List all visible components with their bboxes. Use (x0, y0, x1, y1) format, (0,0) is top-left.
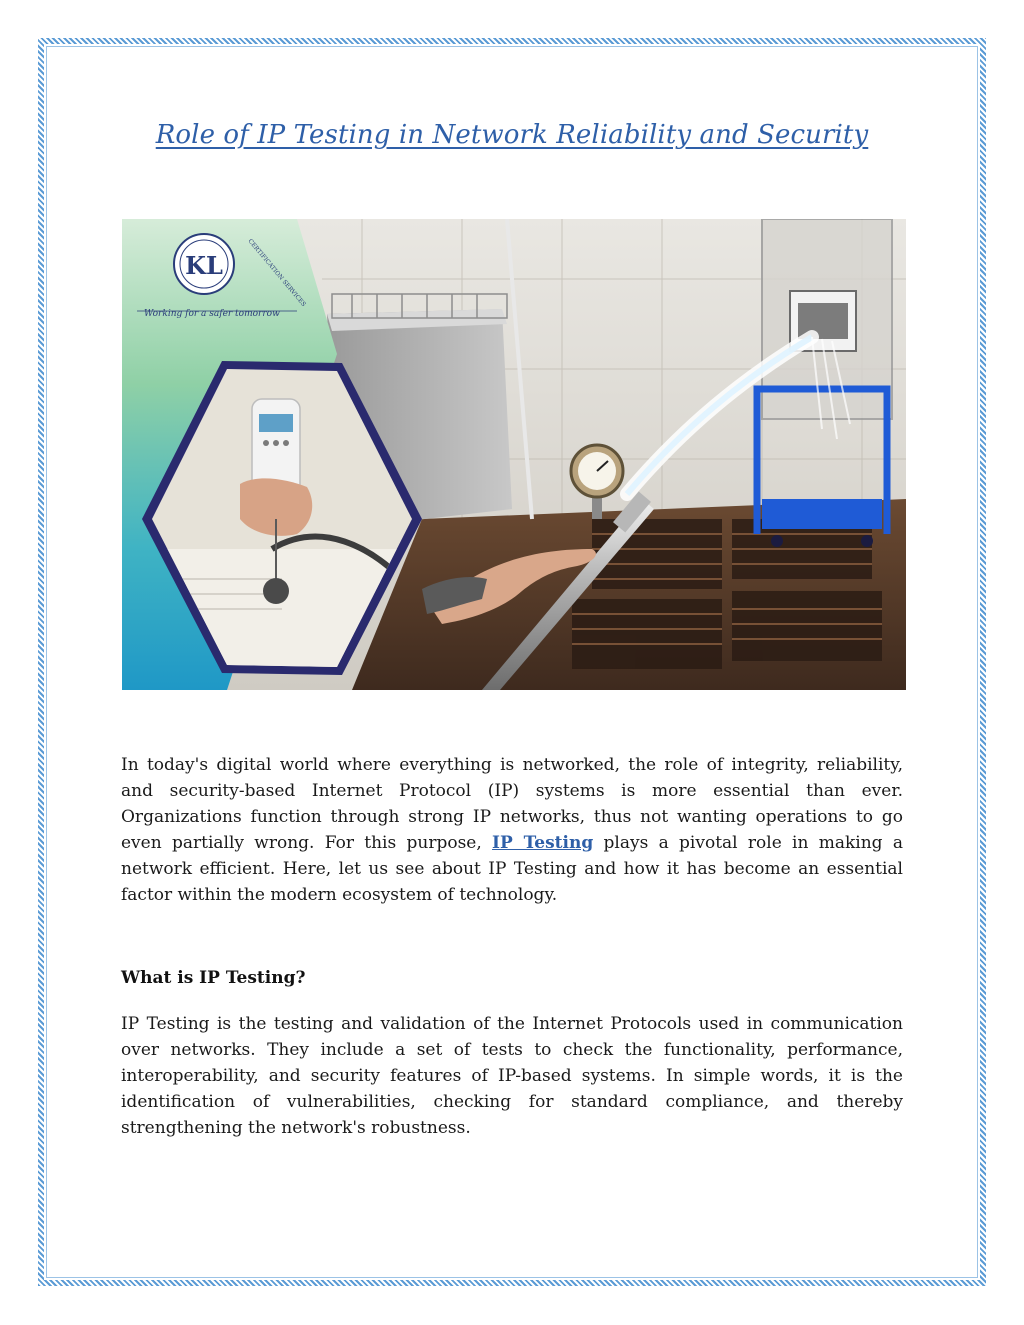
intro-paragraph (121, 752, 903, 908)
logo-ring-text: CERTIFICATION SERVICES (246, 237, 308, 309)
page-title: Role of IP Testing in Network Reliability and Security (155, 120, 869, 150)
intro-text-before-link: In today's digital world where everything is networked, the role of integrity, reliability, and security-based Internet Protocol (IP) systems is more essential than ever. Organizations function through strong IP networks, thus not wanting operations to go even partially wrong. For this purpose, (121, 755, 903, 853)
ip-testing-link[interactable]: IP Testing (492, 833, 594, 853)
definition-paragraph: IP Testing is the testing and validation of the Internet Protocols used in communication over networks. They include a set of tests to check the functionality, performance, interoperability, and security features of IP-based systems. In simple words, it is the identification of vulnerabilities, checking for standard compliance, and thereby strengthening the network's robustness. (121, 1014, 903, 1138)
hero-image (122, 219, 906, 690)
section-heading: What is IP Testing? (121, 968, 306, 988)
logo-text: KL (185, 251, 223, 280)
logo-tagline: Working for a safer tomorrow (144, 309, 280, 319)
intro-text-after-link: plays a pivotal role in making a network efficient. Here, let us see about IP Testing and how it has become an essential factor within the modern ecosystem of technology. (121, 833, 903, 905)
